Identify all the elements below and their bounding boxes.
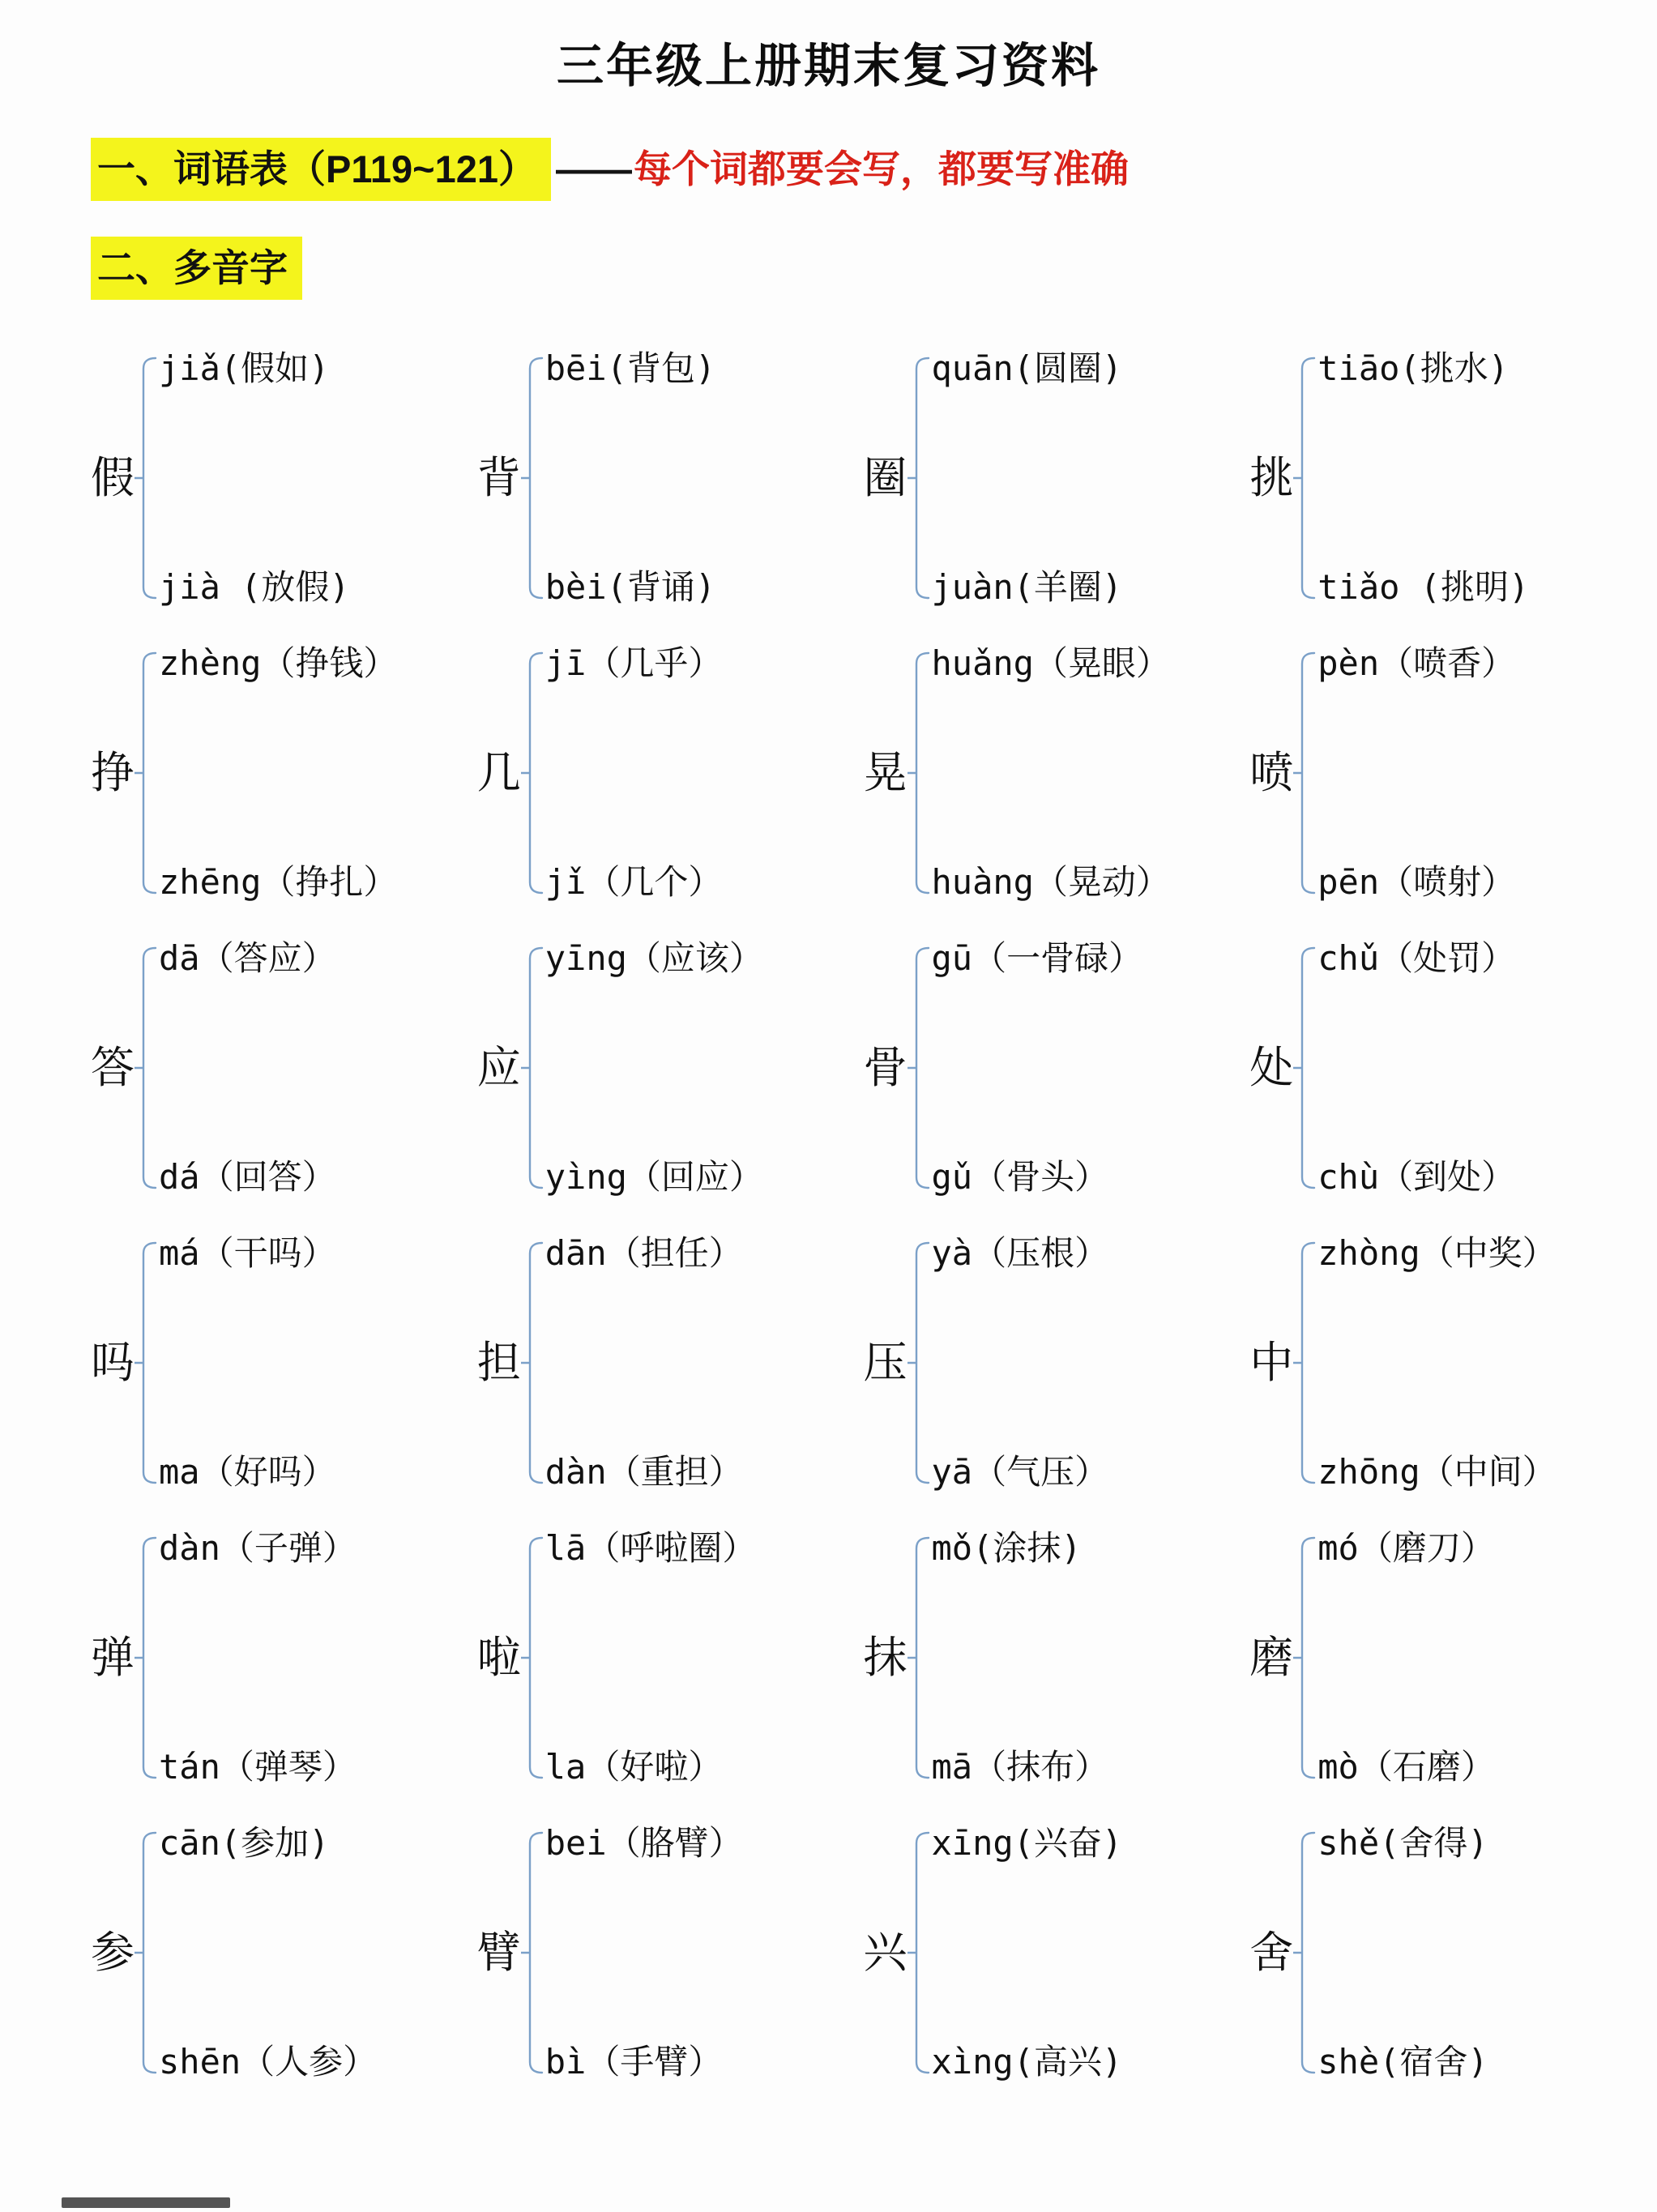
readings xyxy=(1317,1824,1488,2082)
polyphone-entry xyxy=(864,626,1250,920)
readings xyxy=(159,1234,336,1492)
reading-top: lā（呼啦圈） xyxy=(545,1528,757,1569)
readings xyxy=(545,349,715,607)
polyphone-character: 背 xyxy=(476,454,521,503)
polyphone-entry xyxy=(91,331,477,626)
polyphone-character: 中 xyxy=(1249,1339,1294,1388)
scan-artifact xyxy=(62,2197,230,2208)
readings xyxy=(159,939,336,1197)
brace-icon xyxy=(135,356,157,600)
brace-icon xyxy=(521,356,544,600)
dash-connector: —— xyxy=(556,147,633,190)
readings xyxy=(545,1234,743,1492)
reading-bottom: tiǎo (挑明) xyxy=(1317,566,1530,607)
readings xyxy=(932,644,1170,902)
readings xyxy=(932,1234,1109,1492)
readings xyxy=(159,1824,377,2082)
brace-icon xyxy=(135,946,157,1190)
readings xyxy=(545,644,723,902)
reading-bottom: jǐ（几个） xyxy=(545,861,723,902)
polyphone-character: 臂 xyxy=(476,1928,521,1978)
reading-bottom: jià (放假) xyxy=(159,566,350,607)
polyphone-character: 吗 xyxy=(91,1339,135,1388)
brace-icon xyxy=(521,1535,544,1780)
polyphone-character: 处 xyxy=(1249,1044,1294,1093)
brace-icon xyxy=(1293,1535,1316,1780)
reading-bottom: yā（气压） xyxy=(931,1451,1109,1492)
polyphone-entry xyxy=(1249,1510,1636,1805)
reading-bottom: tán（弹琴） xyxy=(159,1746,357,1787)
reading-top: bei（胳臂） xyxy=(545,1823,743,1864)
polyphone-entry xyxy=(477,920,864,1215)
reading-top: pèn（喷香） xyxy=(1317,643,1516,684)
polyphone-character: 晃 xyxy=(863,749,908,798)
reading-top: tiāo(挑水) xyxy=(1317,348,1509,389)
reading-top: quān(圆圈) xyxy=(931,348,1123,389)
reading-bottom: chù（到处） xyxy=(1317,1156,1516,1197)
polyphone-character: 弹 xyxy=(91,1633,135,1683)
readings xyxy=(932,1529,1109,1787)
polyphone-character: 挣 xyxy=(91,749,135,798)
reading-bottom: gǔ（骨头） xyxy=(931,1156,1109,1197)
reading-bottom: xìng(高兴) xyxy=(931,2041,1123,2082)
polyphone-character: 应 xyxy=(476,1044,521,1093)
polyphone-entry xyxy=(477,1215,864,1510)
polyphone-character: 磨 xyxy=(1249,1633,1294,1683)
brace-icon xyxy=(521,1830,544,2075)
section-wordlist-heading: 一、词语表（P119~121） xyxy=(91,138,551,201)
polyphone-entry xyxy=(864,331,1250,626)
polyphone-entry xyxy=(91,1805,477,2100)
page-title: 三年级上册期末复习资料 xyxy=(556,40,1100,92)
brace-icon xyxy=(908,946,930,1190)
brace-icon xyxy=(908,1830,930,2075)
polyphone-entry xyxy=(864,1215,1250,1510)
readings xyxy=(545,1824,743,2082)
brace-icon xyxy=(135,1241,157,1485)
brace-icon xyxy=(1293,1241,1316,1485)
polyphone-entry xyxy=(864,1805,1250,2100)
brace-icon xyxy=(1293,1830,1316,2075)
polyphone-character: 参 xyxy=(91,1928,135,1978)
polyphone-entry xyxy=(1249,920,1636,1215)
polyphone-character: 啦 xyxy=(476,1633,521,1683)
reading-top: má（干吗） xyxy=(159,1233,336,1274)
polyphone-character: 骨 xyxy=(863,1044,908,1093)
polyphone-character: 抹 xyxy=(863,1633,908,1683)
polyphone-character: 舍 xyxy=(1249,1928,1294,1978)
polyphone-character: 答 xyxy=(91,1044,135,1093)
polyphone-character: 担 xyxy=(476,1339,521,1388)
polyphone-character: 挑 xyxy=(1249,454,1294,503)
polyphone-character: 压 xyxy=(863,1339,908,1388)
readings xyxy=(159,1529,357,1787)
polyphone-entry xyxy=(91,1510,477,1805)
reading-bottom: la（好啦） xyxy=(545,1746,723,1787)
readings xyxy=(545,939,763,1197)
polyphone-entry xyxy=(1249,626,1636,920)
readings xyxy=(1317,1529,1495,1787)
polyphone-entry xyxy=(91,1215,477,1510)
reading-bottom: dá（回答） xyxy=(159,1156,336,1197)
brace-icon xyxy=(135,1830,157,2075)
reading-bottom: ma（好吗） xyxy=(159,1451,336,1492)
reading-bottom: dàn（重担） xyxy=(545,1451,743,1492)
reading-top: cān(参加) xyxy=(159,1823,330,1864)
brace-icon xyxy=(521,946,544,1190)
brace-icon xyxy=(135,1535,157,1780)
reading-bottom: huàng（晃动） xyxy=(931,861,1170,902)
reading-bottom: shēn（人参） xyxy=(159,2041,378,2082)
reading-top: dā（答应） xyxy=(159,938,336,979)
polyphone-grid xyxy=(91,331,1636,2100)
reading-top: dàn（子弹） xyxy=(159,1528,357,1569)
brace-icon xyxy=(1293,651,1316,895)
readings xyxy=(932,939,1143,1197)
reading-bottom: bèi(背诵) xyxy=(545,566,716,607)
readings xyxy=(159,644,397,902)
polyphone-entry xyxy=(864,920,1250,1215)
section-wordlist xyxy=(91,138,1657,201)
reading-top: chǔ（处罚） xyxy=(1317,938,1516,979)
brace-icon xyxy=(135,651,157,895)
reading-top: mó（磨刀） xyxy=(1317,1528,1495,1569)
section-wordlist-note: 每个词都要会写，都要写准确 xyxy=(634,147,1130,190)
section-polyphones xyxy=(91,237,1657,300)
reading-bottom: shè(宿舍) xyxy=(1317,2041,1488,2082)
polyphone-entry xyxy=(91,920,477,1215)
polyphone-character: 圈 xyxy=(863,454,908,503)
reading-bottom: juàn(羊圈) xyxy=(931,566,1123,607)
brace-icon xyxy=(908,1241,930,1485)
reading-top: zhòng（中奖） xyxy=(1317,1233,1557,1274)
brace-icon xyxy=(521,651,544,895)
polyphone-entry xyxy=(1249,1805,1636,2100)
reading-top: yīng（应该） xyxy=(545,938,763,979)
brace-icon xyxy=(1293,946,1316,1190)
reading-top: huǎng（晃眼） xyxy=(931,643,1170,684)
reading-top: jī（几乎） xyxy=(545,643,723,684)
polyphone-entry xyxy=(477,626,864,920)
polyphone-entry xyxy=(1249,331,1636,626)
reading-bottom: pēn（喷射） xyxy=(1317,861,1516,902)
polyphone-entry xyxy=(477,1510,864,1805)
polyphone-entry xyxy=(1249,1215,1636,1510)
reading-top: yà（压根） xyxy=(931,1233,1109,1274)
reading-bottom: bì（手臂） xyxy=(545,2041,723,2082)
polyphone-character: 喷 xyxy=(1249,749,1294,798)
reading-top: gū（一骨碌） xyxy=(931,938,1143,979)
polyphone-character: 假 xyxy=(91,454,135,503)
reading-bottom: zhōng（中间） xyxy=(1317,1451,1557,1492)
readings xyxy=(1317,1234,1556,1492)
reading-top: jiǎ(假如) xyxy=(159,348,330,389)
polyphone-entry xyxy=(864,1510,1250,1805)
readings xyxy=(932,1824,1123,2082)
reading-bottom: mā（抹布） xyxy=(931,1746,1109,1787)
section-polyphones-heading: 二、多音字 xyxy=(91,237,302,300)
brace-icon xyxy=(908,651,930,895)
brace-icon xyxy=(1293,356,1316,600)
brace-icon xyxy=(521,1241,544,1485)
polyphone-entry xyxy=(91,626,477,920)
reading-top: dān（担任） xyxy=(545,1233,743,1274)
polyphone-character: 兴 xyxy=(863,1928,908,1978)
readings xyxy=(545,1529,757,1787)
reading-top: bēi(背包) xyxy=(545,348,716,389)
reading-top: xīng(兴奋) xyxy=(931,1823,1123,1864)
brace-icon xyxy=(908,356,930,600)
readings xyxy=(1317,644,1515,902)
reading-bottom: zhēng（挣扎） xyxy=(159,861,398,902)
polyphone-character: 几 xyxy=(476,749,521,798)
polyphone-entry xyxy=(477,1805,864,2100)
readings xyxy=(1317,349,1529,607)
reading-bottom: yìng（回应） xyxy=(545,1156,763,1197)
reading-bottom: mò（石磨） xyxy=(1317,1746,1495,1787)
reading-top: mǒ(涂抹) xyxy=(931,1528,1082,1569)
readings xyxy=(1317,939,1515,1197)
polyphone-entry xyxy=(477,331,864,626)
brace-icon xyxy=(908,1535,930,1780)
readings xyxy=(932,349,1123,607)
readings xyxy=(159,349,350,607)
reading-top: shě(舍得) xyxy=(1317,1823,1488,1864)
reading-top: zhèng（挣钱） xyxy=(159,643,398,684)
